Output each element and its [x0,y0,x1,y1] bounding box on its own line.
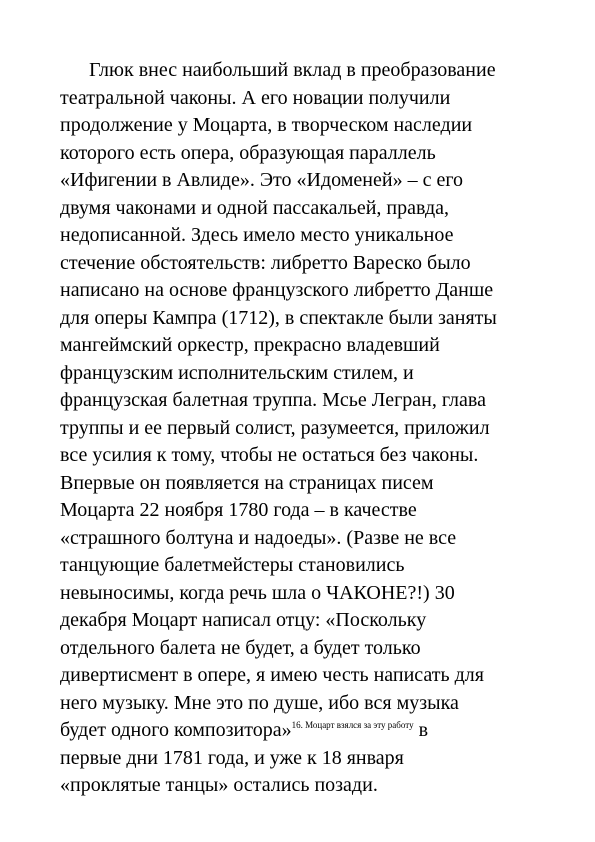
text-line: «страшного болтуна и надоеды». (Разве не все [60,526,457,549]
text-line: французская балетная труппа. Мсье Легран, глава [60,389,486,411]
text-line: стечение обстоятельств: либретто Вареско было [60,251,471,274]
body-paragraph [60,57,550,800]
text-line: двумя чаконами и одной пассакальей, правда, [60,196,449,219]
text-line: недописанной. Здесь имело место уникальное [60,224,454,246]
text-line: него музыку. Мне это по душе, ибо вся музыка [60,691,459,714]
text-line: Глюк внес наибольший вклад в преобразование [89,59,496,81]
text-line: которого есть опера, образующая параллель [60,141,436,164]
inline-footnote: 16. Моцарт взялся за эту работу [291,720,414,730]
text-line: танцующие балетмейстеры становились [60,554,405,576]
text-line: театральной чаконы. А его новации получили [60,86,451,109]
text-line: мангеймский оркестр, прекрасно владевший [60,334,440,356]
text-line: французским исполнительским стилем, и [60,361,414,384]
text-line: продолжение у Моцарта, в творческом наследии [60,114,473,136]
text-line: Впервые он появляется на страницах писем [60,471,434,494]
text-line: отдельного балета не будет, а будет только [60,636,421,659]
text-line: для оперы Кампра (1712), в спектакле были заняты [60,306,497,329]
text-line: первые дни 1781 года, и уже к 18 января [60,746,404,769]
text-line: декабря Моцарт написал отцу: «Поскольку [60,609,427,631]
text-line-with-note [60,717,550,745]
text-line: «проклятые танцы» остались позади. [60,774,378,796]
text-line: все усилия к тому, чтобы не остаться без чаконы. [60,444,479,466]
text-after-note: в [413,719,429,741]
text-line: «Ифигении в Авлиде». Это «Идоменей» – с его [60,169,464,191]
text-line: невыносимы, когда речь шла о ЧАКОНЕ?!) 30 [60,581,455,604]
text-line: Моцарта 22 ноября 1780 года – в качестве [60,499,417,521]
text-line: труппы и ее первый солист, разумеется, приложил [60,416,490,439]
text-before-note: будет одного композитора» [60,719,292,741]
text-line: дивертисмент в опере, я имею честь написать для [60,664,484,686]
text-line: написано на основе французского либретто Данше [60,279,494,301]
